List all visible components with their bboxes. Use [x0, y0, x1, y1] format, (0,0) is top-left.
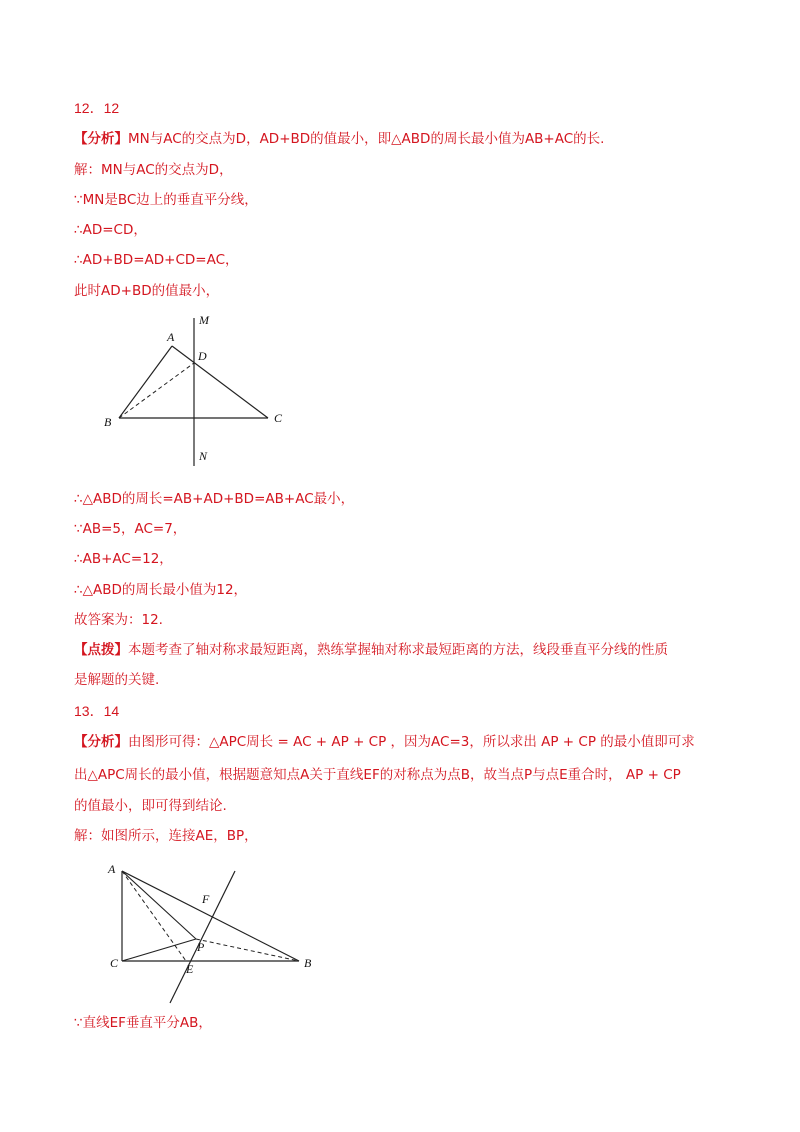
q12-solution-line: ∵MN是BC边上的垂直平分线， — [74, 192, 258, 208]
segment-ap — [122, 871, 196, 939]
q12-solution-line: ∴AD+BD=AD+CD=AC， — [74, 252, 239, 268]
segment-ae-dashed — [122, 871, 186, 961]
q13-analysis — [74, 732, 695, 752]
label-f: F — [202, 892, 210, 906]
q12-comment-tag: 【点拨】 — [74, 642, 128, 658]
q12-comment-text: 本题考查了轴对称求最短距离，熟练掌握轴对称求最短距离的方法，线段垂直平分线的性质 — [128, 642, 668, 658]
q12-conclusion-line: 故答案为：12. — [74, 612, 163, 628]
q12-figure — [95, 308, 295, 473]
q12-comment — [74, 640, 668, 660]
q12-analysis — [74, 129, 604, 149]
label-c: C — [110, 956, 119, 970]
label-a: A — [108, 862, 116, 876]
q13-last-line: ∵直线EF垂直平分AB， — [74, 1015, 212, 1031]
q12-conclusion-line: ∴△ABD的周长最小值为12， — [74, 582, 248, 598]
q13-analysis-tag: 【分析】 — [74, 734, 128, 750]
segment-cp — [122, 939, 196, 961]
q12-solution-line: 解：MN与AC的交点为D， — [74, 162, 233, 178]
label-e: E — [186, 962, 194, 976]
q12-comment-cont: 是解题的关键. — [74, 672, 160, 688]
segment-ab — [119, 346, 172, 418]
q13-number: 13．14 — [74, 703, 120, 719]
q12-conclusion-line: ∵AB=5，AC=7， — [74, 521, 187, 537]
segment-bd-dashed — [119, 363, 194, 418]
q12-conclusion-line: ∴△ABD的周长=AB+AD+BD=AB+AC最小， — [74, 491, 355, 507]
segment-ac — [172, 346, 268, 418]
label-p: P — [197, 940, 205, 954]
q12-analysis-tag: 【分析】 — [74, 131, 128, 147]
q12-conclusion-line: ∴AB+AC=12， — [74, 551, 173, 567]
label-n: N — [199, 449, 208, 463]
label-a: A — [167, 330, 175, 344]
q13-analysis-text: 由图形可得：△APC周长 = AC + AP + CP ，因为AC=3，所以求出 AP + CP 的最小值即可求 — [128, 734, 695, 750]
q12-solution-line: ∴AD=CD， — [74, 222, 147, 238]
segment-bp-dashed — [196, 939, 299, 961]
line-ef — [170, 871, 235, 1003]
q13-analysis-cont: 的值最小，即可得到结论. — [74, 798, 227, 814]
label-c: C — [274, 411, 283, 425]
q12-number: 12．12 — [74, 100, 120, 116]
q13-analysis-cont: 出△APC周长的最小值，根据题意知点A关于直线EF的对称点为点B，故当点P与点E重合时， AP + CP — [74, 767, 681, 783]
label-d: D — [198, 349, 207, 363]
q12-solution-line: 此时AD+BD的值最小， — [74, 283, 220, 299]
label-m: M — [199, 313, 209, 327]
segment-ab — [122, 871, 299, 961]
label-b: B — [304, 956, 312, 970]
q12-analysis-text: MN与AC的交点为D，AD+BD的值最小，即△ABD的周长最小值为AB+AC的长. — [128, 131, 605, 147]
q13-figure — [100, 855, 330, 1005]
label-b: B — [104, 415, 112, 429]
q13-solution: 解：如图所示，连接AE，BP， — [74, 828, 258, 844]
